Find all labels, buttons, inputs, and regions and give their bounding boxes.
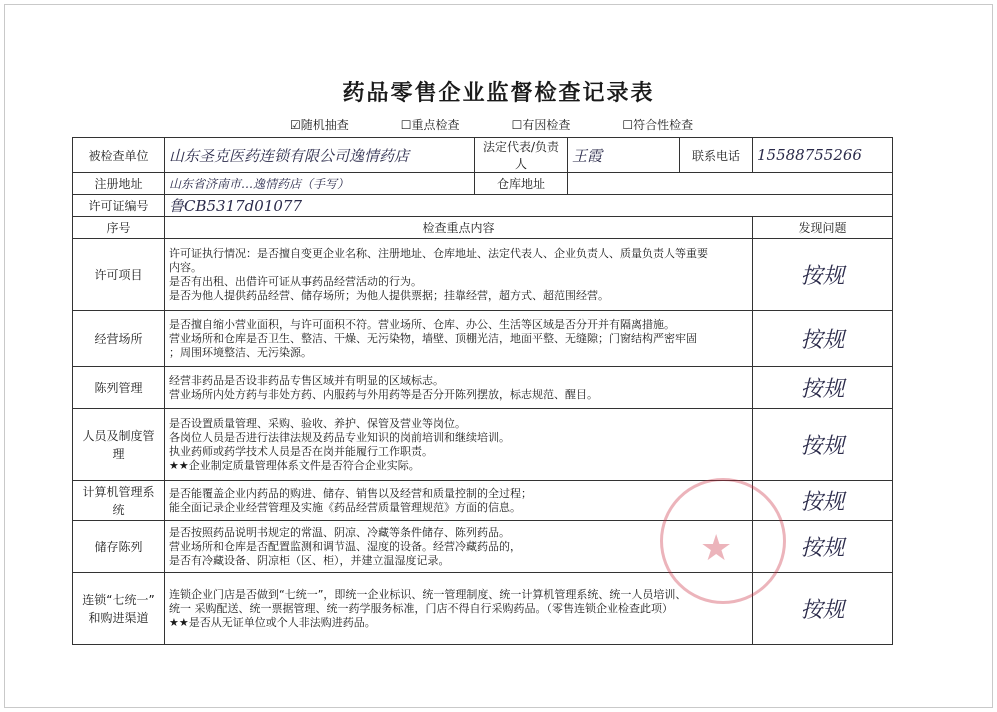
table-row [73,573,893,645]
license-label: 许可证编号 [73,195,165,217]
row-finding: 按规 [753,521,893,573]
row-content: 连锁企业门店是否做到“七统一”，即统一企业标识、统一管理制度、统一计算机管理系统、统一人员培训、 统一 采购配送、统一票据管理、统一药学服务标准，门店不得自行采购药品。（零售连锁企业检查此项） ★★是否从无证单位或个人非法购进药品。 [165,573,753,645]
row-category: 许可项目 [73,239,165,311]
phone-label: 联系电话 [680,138,753,173]
row-content: 是否设置质量管理、采购、验收、养护、保管及营业等岗位。 各岗位人员是否进行法律法规及药品专业知识的岗前培训和继续培训。 执业药师或药学技术人员是否在岗并能履行工作职责。 ★★企业制定质量管理体系文件是否符合企业实际。 [165,409,753,481]
table-row [73,367,893,409]
row-finding: 按规 [753,311,893,367]
unit-value: 山东圣克医药连锁有限公司逸情药店 [165,138,475,173]
col-no-header: 序号 [73,217,165,239]
table-row [73,409,893,481]
row-content: 许可证执行情况：是否擅自变更企业名称、注册地址、仓库地址、法定代表人、企业负责人、质量负责人等重要 内容。 是否有出租、出借许可证从事药品经营活动的行为。 是否为他人提供药品经营、储存场所；为他人提供票据；挂靠经营，超方式、超范围经营。 [165,239,753,311]
row-finding: 按规 [753,481,893,521]
row-category: 陈列管理 [73,367,165,409]
row-category: 储存陈列 [73,521,165,573]
address-value: 山东省济南市…逸情药店（手写） [165,173,475,195]
unit-label: 被检查单位 [73,138,165,173]
row-category: 计算机管理系统 [73,481,165,521]
row-finding: 按规 [753,367,893,409]
col-issues-header: 发现问题 [753,217,893,239]
row-content: 经营非药品是否设非药品专售区域并有明显的区域标志。 营业场所内处方药与非处方药、内服药与外用药等是否分开陈列摆放，标志规范、醒目。 [165,367,753,409]
seal-star-icon: ★ [700,528,733,569]
row-content: 是否能覆盖企业内药品的购进、储存、销售以及经营和质量控制的全过程； 能全面记录企业经营管理及实施《药品经营质量管理规范》方面的信息。 [165,481,753,521]
row-content: 是否擅自缩小营业面积，与许可面积不符。营业场所、仓库、办公、生活等区域是否分开并有隔离措施。 营业场所和仓库是否卫生、整洁、干燥、无污染物，墙壁、顶棚光洁，地面平整、无缝隙；门窗结构严密牢固 ；周围环境整洁、无污染源。 [165,311,753,367]
record-table [72,137,893,645]
rep-value: 王霞 [568,138,680,173]
row-category: 经营场所 [73,311,165,367]
row-finding: 按规 [753,239,893,311]
table-row [73,481,893,521]
row-finding: 按规 [753,573,893,645]
check-option-cause[interactable]: ☐有因检查 [511,118,571,132]
license-value: 鲁CB5317d01077 [165,195,893,217]
address-label: 注册地址 [73,173,165,195]
check-option-random[interactable]: ☑随机抽查 [290,118,349,132]
table-row [73,311,893,367]
table-row [73,239,893,311]
row-category: 人员及制度管理 [73,409,165,481]
row-content: 是否按照药品说明书规定的常温、阴凉、冷藏等条件储存、陈列药品。 营业场所和仓库是否配置监测和调节温、湿度的设备。经营冷藏药品的， 是否有冷藏设备、阴凉柜（区、柜），并建立温湿度记录。 [165,521,753,573]
row-category: 连锁“七统一” 和购进渠道 [73,573,165,645]
warehouse-label: 仓库地址 [475,173,568,195]
check-option-conformity[interactable]: ☐符合性检查 [622,118,694,132]
row-finding: 按规 [753,409,893,481]
table-row [73,521,893,573]
rep-label: 法定代表/负责人 [475,138,568,173]
check-type-options [290,116,745,133]
check-option-key[interactable]: ☐重点检查 [400,118,460,132]
phone-value: 15588755266 [753,138,893,173]
page-title: 药品零售企业监督检查记录表 [342,81,655,106]
warehouse-value [568,173,893,195]
col-content-header: 检查重点内容 [165,217,753,239]
